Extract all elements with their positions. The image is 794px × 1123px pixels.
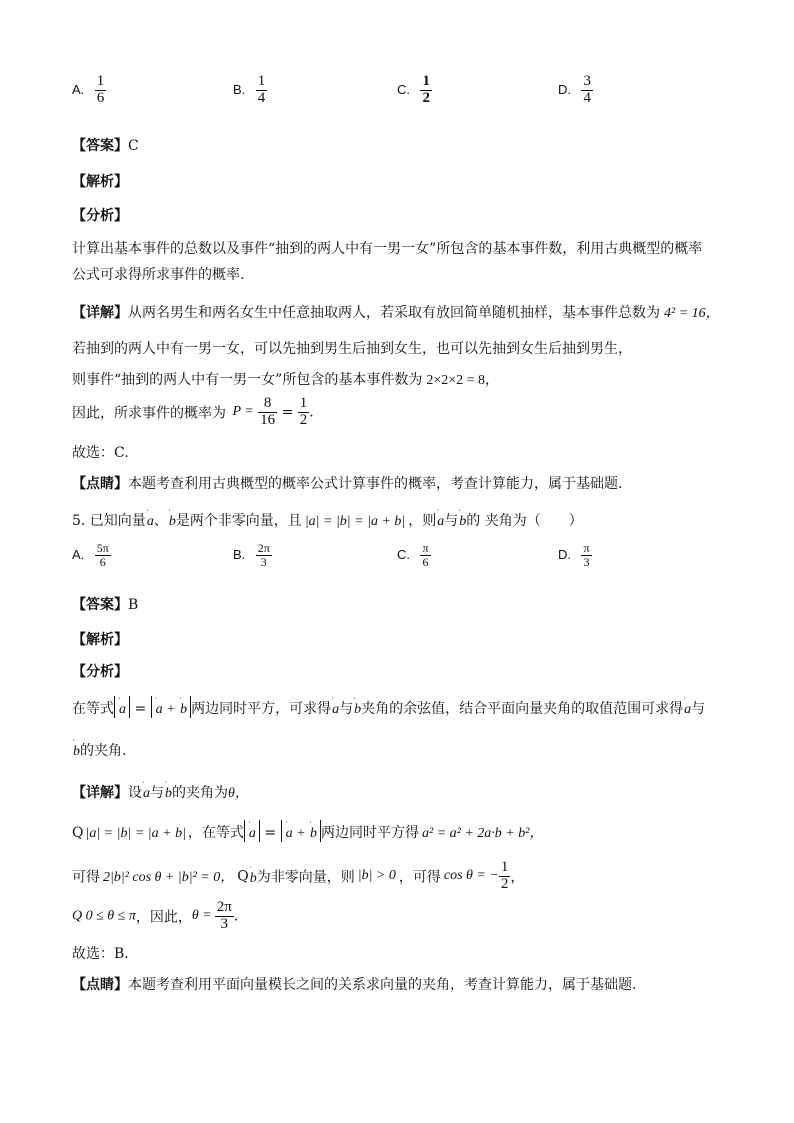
xiangjie-text: 从两名男生和两名女生中任意抽取两人，若采取有放回简单随机抽样，基本事件总数为: [128, 305, 660, 321]
abs-a: $^ˈ$a: [244, 820, 260, 842]
choice-fraction: $\frac{1}{4}$: [257, 73, 266, 106]
q5-fenxi-line1: 在等式 $^ˈ$a = $^ˈ$a + $^ˈ$b 两边同时平方，可求得$^ˈ$a与$^ˈ$b夹角的余弦值，结合平面向量夹角的取值范围可求得$^ˈ$a与: [72, 696, 706, 717]
fenxi-text: 在等式: [72, 701, 114, 717]
prob-fraction-2: $\frac{1}{2}$: [299, 395, 308, 428]
q5-fenxi-line2: [72, 738, 126, 760]
xiangjie-text: 两边同时平方得: [321, 825, 420, 841]
theta-range: Q 0 ≤ θ ≤ π: [72, 908, 136, 924]
choice-label: A.: [72, 547, 85, 563]
equals-sign: =: [281, 404, 294, 421]
stem-text: 的 夹角为（ ）: [466, 513, 583, 529]
xiangjie-text: ，可得: [398, 869, 441, 886]
q4-fenxi-line1: 计算出基本事件的总数以及事件“抽到的两人中有一男一女”所包含的基本事件数，利用古典概型的概率: [72, 241, 703, 257]
choice-label: D.: [558, 82, 571, 98]
stem-text: 与: [444, 513, 459, 529]
choice-fraction: $\frac{2\pi}{3}$: [257, 541, 270, 569]
q5-xiangjie-line3: [72, 860, 524, 893]
xiangjie-text: 为非零向量，则: [256, 869, 355, 886]
xiangjie-text: 与: [150, 785, 164, 801]
vector-b: $^ˈ$b: [164, 780, 172, 801]
q5-choice-b: [233, 542, 272, 568]
vector-a: $^ˈ$a: [331, 696, 340, 717]
answer-tag: 【答案】: [72, 597, 128, 613]
choice-label: B.: [233, 547, 246, 563]
q4-choice-b: [233, 74, 267, 107]
prob-symbol: P =: [232, 404, 254, 420]
choice-label: B.: [233, 82, 246, 98]
choice-fraction: $\frac{1}{2}$: [422, 73, 430, 106]
dianjing-text: 本题考查利用古典概型的概率公式计算事件的概率，考查计算能力，属于基础题.: [128, 476, 623, 492]
q4-xiangjie-line4: 因此，所求事件的概率为 P = $\frac{8}{16}$ = $\frac{1}{2}$ .: [72, 395, 314, 428]
theta-result: θ =: [191, 908, 212, 924]
q5-xiangjie-line4: Q 0 ≤ θ ≤ π，因此，θ = $\frac{2\pi}{3}$ .: [72, 899, 239, 932]
xiangjie-text: ，在等式: [187, 825, 244, 841]
fenxi-text: 夹角的余弦值，结合平面向量夹角的取值范围可求得: [361, 701, 684, 717]
xiangjie-text: 则事件“抽到的两人中有一男一女”所包含的基本事件数为: [72, 372, 423, 388]
cos-equation: 2|b|² cos θ + |b|² = 0，: [103, 870, 235, 886]
because-symbol: Q: [72, 825, 84, 841]
abs-b-positive: |b| > 0: [357, 868, 396, 884]
vector-a: $^ˈ$a: [436, 508, 445, 529]
choice-fraction: $\frac{5\pi}{6}$: [96, 541, 109, 569]
q4-xiangjie-line2: 若抽到的两人中有一男一女，可以先抽到男生后抽到女生，也可以先抽到女生后抽到男生，: [72, 341, 632, 357]
vector-a: $^ˈ$a: [683, 696, 692, 717]
choice-label: C.: [397, 547, 410, 563]
fenxi-text: 与: [691, 701, 706, 717]
theta-fraction: $\frac{2\pi}{3}$: [216, 899, 232, 932]
fenxi-text: 的夹角.: [80, 743, 127, 759]
answer-value: B: [128, 597, 139, 613]
prob-fraction-1: $\frac{8}{16}$: [260, 395, 276, 428]
stem-text: 5. 已知向量: [72, 513, 146, 529]
vector-b: $^ˈ$b: [167, 508, 176, 529]
choice-fraction: $\frac{\pi}{3}$: [583, 541, 590, 569]
fenxi-text: 两边同时平方，可求得: [191, 701, 332, 717]
vector-a: $^ˈ$a: [145, 508, 154, 529]
xiangjie-text: 因此，所求事件的概率为: [72, 405, 226, 422]
xiangjie-text: ，: [510, 869, 525, 886]
xiangjie-text: 的夹角为: [172, 785, 228, 801]
q5-choice-a: [72, 542, 111, 568]
q4-dianjing: [72, 473, 622, 493]
xiangjie-math: 2×2×2 = 8，: [426, 373, 500, 388]
stem-text: ，则: [408, 513, 437, 529]
dianjing-tag: 【点睛】: [72, 476, 128, 492]
cos-theta: cos θ = −: [443, 868, 499, 884]
q5-choice-c: [397, 542, 431, 568]
q4-xiangjie-line1: [72, 302, 720, 322]
abs-a-plus-b: $^ˈ$a + $^ˈ$b: [281, 820, 321, 842]
cos-fraction: $\frac{1}{2}$: [500, 859, 509, 892]
theta: θ，: [228, 786, 249, 801]
q4-guxuan: 故选：C.: [72, 445, 129, 461]
q5-jiexi-heading: 【解析】: [72, 632, 128, 648]
choice-fraction: $\frac{3}{4}$: [583, 73, 591, 106]
vector-b: $^ˈ$b: [248, 865, 257, 887]
q5-fenxi-heading: 【分析】: [72, 664, 128, 680]
answer-value: C: [128, 138, 139, 154]
q5-guxuan: 故选：B.: [72, 946, 129, 962]
q5-xiangjie-line1: [72, 780, 249, 802]
abs-a: $^ˈ$a: [114, 696, 130, 718]
xiangjie-tag: 【详解】: [72, 785, 128, 801]
xiangjie-text: ，因此，: [135, 909, 192, 926]
q4-fenxi-heading: 【分析】: [72, 208, 128, 224]
dianjing-tag: 【点睛】: [72, 977, 128, 993]
q4-fenxi-line2: 公式可求得所求事件的概率.: [72, 267, 245, 283]
vector-b: $^ˈ$b: [353, 696, 362, 717]
q5-stem: [72, 508, 583, 530]
condition: |a| = |b| = |a + b|: [85, 826, 186, 841]
choice-label: A.: [72, 82, 85, 98]
q4-choice-d: [558, 74, 593, 107]
abs-a-plus-b: $^ˈ$a + $^ˈ$b: [151, 696, 191, 718]
xiangjie-text: 可得: [72, 869, 100, 886]
q5-choice-d: [558, 542, 592, 568]
xiangjie-tag: 【详解】: [72, 305, 128, 321]
xiangjie-math: 4² = 16，: [664, 306, 720, 321]
because-symbol: Q: [237, 868, 249, 885]
q4-answer: [72, 135, 139, 155]
xiangjie-text: 设: [128, 785, 142, 801]
vector-b: $^ˈ$b: [458, 508, 467, 529]
q4-jiexi-heading: 【解析】: [72, 174, 128, 190]
q4-choice-c: [397, 74, 432, 107]
vector-b: $^ˈ$b: [72, 738, 80, 759]
stem-text: 是两个非零向量，且: [175, 513, 302, 529]
q5-answer: [72, 594, 138, 614]
choice-label: D.: [558, 547, 571, 563]
choice-fraction: $\frac{\pi}{6}$: [422, 541, 429, 569]
stem-condition: |a| = |b| = |a + b|: [304, 514, 406, 529]
squared-formula: a² = a² + 2a·b + b²，: [422, 826, 544, 841]
q5-dianjing: [72, 974, 636, 994]
fenxi-text: 与: [339, 701, 354, 717]
vector-a: $^ˈ$a: [142, 780, 150, 801]
q4-xiangjie-line3: [72, 369, 499, 389]
answer-tag: 【答案】: [72, 138, 128, 154]
q4-choice-a: [72, 74, 106, 107]
dianjing-text: 本题考查利用平面向量模长之间的关系求向量的夹角，考查计算能力，属于基础题.: [128, 977, 637, 993]
choice-label: C.: [397, 82, 410, 98]
choice-fraction: $\frac{1}{6}$: [96, 73, 105, 106]
q5-xiangjie-line2: Q |a| = |b| = |a + b| ，在等式 $^ˈ$a = $^ˈ$a + $^ˈ$b 两边同时平方得 a² = a² + 2a·b + b²，: [72, 820, 544, 841]
stem-text: 、: [153, 513, 168, 529]
